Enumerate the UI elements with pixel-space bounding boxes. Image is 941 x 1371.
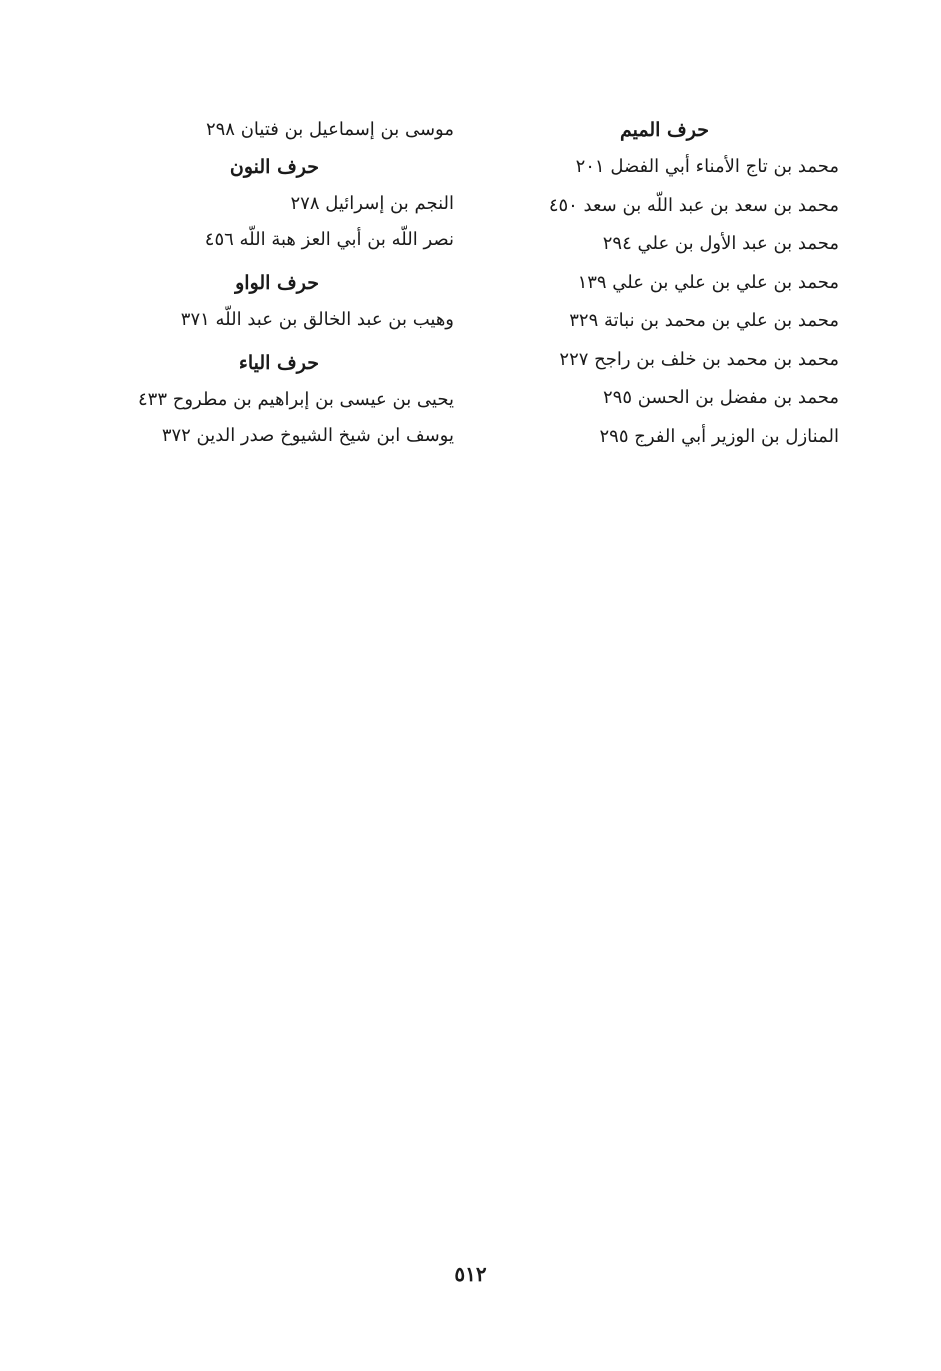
- index-entry: محمد بن سعد بن عبد اللّه بن سعد ٤٥٠: [548, 194, 839, 216]
- section-yaa: [109, 344, 454, 454]
- index-entry: نصر اللّه بن أبي العز هبة اللّه ٤٥٦: [204, 229, 454, 250]
- index-entry: موسى بن إسماعيل بن فتيان ٢٩٨: [205, 119, 454, 140]
- section-heading: حرف الواو: [235, 272, 319, 294]
- index-column-left: [109, 112, 454, 454]
- index-entry: محمد بن تاج الأمناء أبي الفضل ٢٠١: [575, 156, 839, 177]
- section-heading: حرف الياء: [238, 352, 319, 374]
- index-entry: محمد بن محمد بن خلف بن راجح ٢٢٧: [559, 348, 839, 370]
- index-entry: محمد بن علي بن محمد بن نباتة ٣٢٩: [569, 310, 839, 331]
- page-number: ٥١٢: [454, 1262, 487, 1286]
- index-entry: النجم بن إسرائيل ٢٧٨: [290, 193, 454, 214]
- index-entry: وهيب بن عبد الخالق بن عبد اللّه ٣٧١: [180, 309, 454, 330]
- index-entry: المنازل بن الوزير أبي الفرج ٢٩٥: [599, 425, 839, 447]
- section-heading: حرف النون: [229, 156, 319, 178]
- section-heading: حرف الميم: [620, 119, 709, 141]
- index-entry: يحيى بن عيسى بن إبراهيم بن مطروح ٤٣٣: [138, 389, 454, 410]
- section-waw: [109, 264, 454, 338]
- section-meem: [509, 112, 839, 456]
- index-entry: محمد بن عبد الأول بن علي ٢٩٤: [602, 233, 839, 254]
- index-entry: يوسف ابن شيخ الشيوخ صدر الدين ٣٧٢: [161, 425, 454, 446]
- section-noon: [109, 148, 454, 258]
- index-entry: محمد بن علي بن علي بن علي ١٣٩: [577, 271, 839, 293]
- index-column-right: [509, 112, 839, 456]
- index-entry: محمد بن مفضل بن الحسن ٢٩٥: [602, 387, 839, 408]
